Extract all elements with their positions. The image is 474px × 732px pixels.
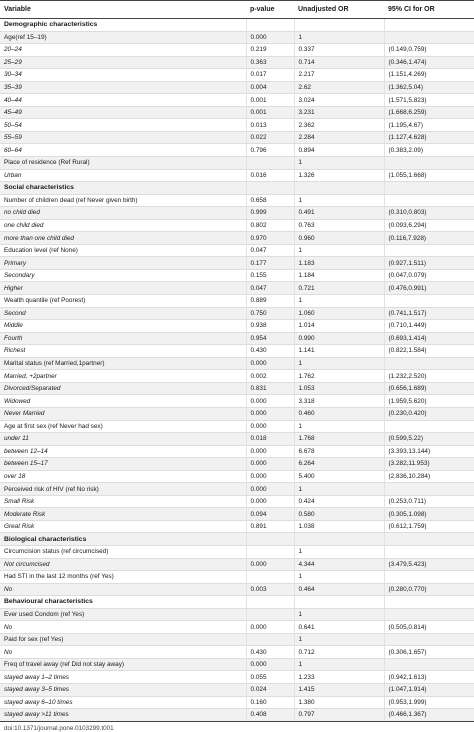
cell-p-value: 0.000	[246, 31, 294, 44]
cell-ci: (0.656,1.689)	[384, 382, 474, 395]
cell-unadjusted-or: 1	[294, 658, 384, 671]
cell-unadjusted-or: 2.362	[294, 119, 384, 132]
cell-unadjusted-or: 3.318	[294, 395, 384, 408]
cell-p-value: 0.000	[246, 407, 294, 420]
table-row	[0, 433, 474, 446]
cell-p-value	[246, 633, 294, 646]
cell-p-value: 0.000	[246, 420, 294, 433]
cell-ci: (3.393,13.144)	[384, 445, 474, 458]
cell-ci	[384, 182, 474, 195]
cell-ci	[384, 571, 474, 584]
cell-variable: 55–59	[0, 131, 246, 144]
cell-variable: one child died	[0, 219, 246, 232]
cell-ci: (0.093,6.294)	[384, 219, 474, 232]
cell-p-value: 0.047	[246, 244, 294, 257]
cell-p-value: 0.155	[246, 269, 294, 282]
cell-variable: under 11	[0, 433, 246, 446]
cell-variable: 20–24	[0, 44, 246, 57]
cell-unadjusted-or: 4.344	[294, 558, 384, 571]
cell-variable: no child died	[0, 207, 246, 220]
cell-ci	[384, 533, 474, 546]
cell-p-value: 0.408	[246, 709, 294, 722]
cell-ci: (0.741,1.517)	[384, 307, 474, 320]
table-row	[0, 583, 474, 596]
table-row	[0, 395, 474, 408]
cell-ci: (0.710,1.449)	[384, 320, 474, 333]
cell-p-value: 0.938	[246, 320, 294, 333]
cell-p-value: 0.004	[246, 81, 294, 94]
section-row	[0, 533, 474, 546]
cell-ci: (1.571,5.823)	[384, 94, 474, 107]
cell-ci: (0.383,2.09)	[384, 144, 474, 157]
cell-variable: Behavioural characteristics	[0, 596, 246, 609]
cell-p-value: 0.954	[246, 332, 294, 345]
cell-variable: between 15–17	[0, 458, 246, 471]
table-row	[0, 683, 474, 696]
cell-ci: (0.149,0.759)	[384, 44, 474, 57]
table-row	[0, 169, 474, 182]
cell-unadjusted-or: 1.415	[294, 683, 384, 696]
table-row	[0, 420, 474, 433]
cell-ci: (0.306,1.657)	[384, 646, 474, 659]
cell-ci: (0.346,1.474)	[384, 56, 474, 69]
cell-ci: (0.466,1.367)	[384, 709, 474, 722]
table-row	[0, 69, 474, 82]
cell-unadjusted-or: 1	[294, 545, 384, 558]
cell-unadjusted-or	[294, 19, 384, 32]
table-row	[0, 357, 474, 370]
cell-ci: (1.959,5.620)	[384, 395, 474, 408]
cell-unadjusted-or: 1	[294, 357, 384, 370]
cell-unadjusted-or: 1.233	[294, 671, 384, 684]
table-row	[0, 571, 474, 584]
cell-variable: Second	[0, 307, 246, 320]
table-row	[0, 458, 474, 471]
table-row	[0, 295, 474, 308]
cell-unadjusted-or: 0.424	[294, 495, 384, 508]
cell-ci: (0.505,0.814)	[384, 621, 474, 634]
header-row	[0, 1, 474, 19]
cell-ci: (2.836,10.284)	[384, 470, 474, 483]
cell-p-value: 0.802	[246, 219, 294, 232]
cell-ci	[384, 633, 474, 646]
cell-unadjusted-or: 1	[294, 571, 384, 584]
table-row	[0, 282, 474, 295]
table-row	[0, 157, 474, 170]
cell-p-value	[246, 571, 294, 584]
cell-ci: (0.927,1.511)	[384, 257, 474, 270]
cell-variable: more than one child died	[0, 232, 246, 245]
cell-variable: Place of residence (Ref Rural)	[0, 157, 246, 170]
table-row	[0, 696, 474, 709]
cell-p-value: 0.999	[246, 207, 294, 220]
cell-p-value: 0.001	[246, 106, 294, 119]
cell-ci: (1.055,1.668)	[384, 169, 474, 182]
cell-variable: 35–39	[0, 81, 246, 94]
section-row	[0, 596, 474, 609]
cell-p-value: 0.000	[246, 357, 294, 370]
cell-p-value: 0.363	[246, 56, 294, 69]
cell-unadjusted-or: 0.491	[294, 207, 384, 220]
cell-ci: (1.195,4.67)	[384, 119, 474, 132]
table-row	[0, 345, 474, 358]
cell-ci	[384, 244, 474, 257]
cell-variable: Moderate Risk	[0, 508, 246, 521]
cell-unadjusted-or: 0.712	[294, 646, 384, 659]
cell-p-value: 0.094	[246, 508, 294, 521]
cell-variable: Richest	[0, 345, 246, 358]
cell-p-value: 0.831	[246, 382, 294, 395]
cell-ci: (3.282,11.953)	[384, 458, 474, 471]
cell-unadjusted-or: 1	[294, 244, 384, 257]
cell-p-value: 0.018	[246, 433, 294, 446]
doi-caption: doi:10.1371/journal.pone.0103299.t001	[4, 724, 114, 732]
cell-variable: Age at first sex (ref Never had sex)	[0, 420, 246, 433]
cell-unadjusted-or: 6.264	[294, 458, 384, 471]
table-row	[0, 545, 474, 558]
cell-p-value	[246, 182, 294, 195]
cell-unadjusted-or	[294, 533, 384, 546]
cell-p-value: 0.000	[246, 470, 294, 483]
table-row	[0, 219, 474, 232]
cell-p-value: 0.001	[246, 94, 294, 107]
cell-variable: Paid for sex (ref Yes)	[0, 633, 246, 646]
cell-ci	[384, 157, 474, 170]
table-row	[0, 558, 474, 571]
table-row	[0, 495, 474, 508]
table-row	[0, 445, 474, 458]
cell-unadjusted-or: 1.184	[294, 269, 384, 282]
cell-variable: 40–44	[0, 94, 246, 107]
cell-unadjusted-or: 1	[294, 31, 384, 44]
cell-p-value: 0.219	[246, 44, 294, 57]
cell-ci: (0.822,1.584)	[384, 345, 474, 358]
cell-variable: No	[0, 646, 246, 659]
cell-variable: over 18	[0, 470, 246, 483]
cell-unadjusted-or: 1	[294, 483, 384, 496]
cell-variable: Freq of travel away (ref Did not stay away)	[0, 658, 246, 671]
cell-unadjusted-or: 0.714	[294, 56, 384, 69]
cell-ci: (1.127,4.628)	[384, 131, 474, 144]
table-row	[0, 232, 474, 245]
cell-p-value: 0.796	[246, 144, 294, 157]
cell-p-value: 0.000	[246, 495, 294, 508]
cell-ci: (0.280,0.770)	[384, 583, 474, 596]
cell-p-value: 0.003	[246, 583, 294, 596]
cell-ci: (0.953,1.999)	[384, 696, 474, 709]
cell-variable: Widowed	[0, 395, 246, 408]
table-row	[0, 608, 474, 621]
table-row	[0, 131, 474, 144]
cell-variable: 30–34	[0, 69, 246, 82]
cell-variable: Number of children dead (ref Never given birth)	[0, 194, 246, 207]
cell-unadjusted-or: 1	[294, 295, 384, 308]
cell-p-value: 0.000	[246, 445, 294, 458]
cell-ci: (1.362,5.04)	[384, 81, 474, 94]
cell-unadjusted-or: 0.797	[294, 709, 384, 722]
cell-p-value: 0.889	[246, 295, 294, 308]
cell-variable: Middle	[0, 320, 246, 333]
cell-p-value: 0.430	[246, 345, 294, 358]
cell-p-value: 0.430	[246, 646, 294, 659]
cell-unadjusted-or: 1.762	[294, 370, 384, 383]
cell-variable: Demographic characteristics	[0, 19, 246, 32]
cell-variable: Had STI in the last 12 months (ref Yes)	[0, 571, 246, 584]
cell-unadjusted-or: 1	[294, 608, 384, 621]
cell-variable: Ever used Condom (ref Yes)	[0, 608, 246, 621]
cell-p-value	[246, 545, 294, 558]
cell-unadjusted-or	[294, 182, 384, 195]
cell-variable: Divorced/Separated	[0, 382, 246, 395]
table-row	[0, 483, 474, 496]
header-ci: 95% CI for OR	[384, 1, 474, 19]
cell-unadjusted-or: 1	[294, 420, 384, 433]
cell-ci	[384, 596, 474, 609]
table-row	[0, 307, 474, 320]
table-row	[0, 244, 474, 257]
cell-unadjusted-or: 0.763	[294, 219, 384, 232]
table-row	[0, 257, 474, 270]
cell-unadjusted-or: 1	[294, 157, 384, 170]
cell-unadjusted-or: 1.038	[294, 520, 384, 533]
cell-variable: Married, +2partner	[0, 370, 246, 383]
cell-variable: 60–64	[0, 144, 246, 157]
cell-p-value: 0.013	[246, 119, 294, 132]
cell-p-value	[246, 596, 294, 609]
table-row	[0, 671, 474, 684]
table-row	[0, 320, 474, 333]
cell-variable: between 12–14	[0, 445, 246, 458]
cell-p-value: 0.891	[246, 520, 294, 533]
cell-p-value: 0.024	[246, 683, 294, 696]
table-row	[0, 508, 474, 521]
cell-variable: No	[0, 583, 246, 596]
cell-variable: Fourth	[0, 332, 246, 345]
cell-variable: Primary	[0, 257, 246, 270]
cell-unadjusted-or: 1.183	[294, 257, 384, 270]
cell-unadjusted-or	[294, 596, 384, 609]
cell-p-value	[246, 608, 294, 621]
cell-ci	[384, 194, 474, 207]
cell-p-value: 0.000	[246, 658, 294, 671]
cell-unadjusted-or: 1.014	[294, 320, 384, 333]
table-row	[0, 332, 474, 345]
cell-ci: (0.116,7.928)	[384, 232, 474, 245]
cell-ci	[384, 357, 474, 370]
cell-variable: stayed away 3–5 times	[0, 683, 246, 696]
table-row	[0, 44, 474, 57]
cell-variable: 25–29	[0, 56, 246, 69]
cell-ci: (1.047,1.914)	[384, 683, 474, 696]
cell-unadjusted-or: 0.460	[294, 407, 384, 420]
cell-variable: 50–54	[0, 119, 246, 132]
section-row	[0, 19, 474, 32]
cell-ci: (0.612,1.759)	[384, 520, 474, 533]
cell-p-value: 0.016	[246, 169, 294, 182]
cell-unadjusted-or: 3.231	[294, 106, 384, 119]
cell-variable: Secondary	[0, 269, 246, 282]
cell-ci	[384, 483, 474, 496]
cell-unadjusted-or: 0.337	[294, 44, 384, 57]
cell-unadjusted-or: 1.326	[294, 169, 384, 182]
cell-ci: (3.479,5.423)	[384, 558, 474, 571]
cell-ci: (0.310,0.803)	[384, 207, 474, 220]
cell-variable: Education level (ref None)	[0, 244, 246, 257]
cell-variable: Perceived risk of HIV (ref No risk)	[0, 483, 246, 496]
cell-variable: Marital status (ref Married,1partner)	[0, 357, 246, 370]
cell-unadjusted-or: 0.960	[294, 232, 384, 245]
cell-p-value	[246, 19, 294, 32]
cell-p-value: 0.002	[246, 370, 294, 383]
table-row	[0, 207, 474, 220]
cell-p-value: 0.000	[246, 558, 294, 571]
cell-ci	[384, 295, 474, 308]
cell-unadjusted-or: 1	[294, 194, 384, 207]
cell-variable: Social characteristics	[0, 182, 246, 195]
cell-ci: (1.668,6.259)	[384, 106, 474, 119]
cell-ci: (1.232,2.520)	[384, 370, 474, 383]
cell-unadjusted-or: 1.141	[294, 345, 384, 358]
cell-p-value: 0.000	[246, 621, 294, 634]
cell-variable: Higher	[0, 282, 246, 295]
cell-variable: Biological characteristics	[0, 533, 246, 546]
table-row	[0, 407, 474, 420]
cell-unadjusted-or: 1.768	[294, 433, 384, 446]
cell-unadjusted-or: 0.990	[294, 332, 384, 345]
cell-unadjusted-or: 0.721	[294, 282, 384, 295]
cell-ci: (0.693,1.414)	[384, 332, 474, 345]
cell-p-value: 0.750	[246, 307, 294, 320]
cell-p-value: 0.658	[246, 194, 294, 207]
table-row	[0, 709, 474, 722]
cell-variable: Not circumcised	[0, 558, 246, 571]
cell-unadjusted-or: 1.380	[294, 696, 384, 709]
cell-p-value	[246, 157, 294, 170]
table-body	[0, 19, 474, 722]
cell-variable: stayed away >11 times	[0, 709, 246, 722]
table-row	[0, 94, 474, 107]
cell-variable: Wealth quantile (ref Poorest)	[0, 295, 246, 308]
cell-variable: Never Married	[0, 407, 246, 420]
cell-unadjusted-or: 2.284	[294, 131, 384, 144]
table-row	[0, 520, 474, 533]
cell-unadjusted-or: 1	[294, 633, 384, 646]
cell-p-value	[246, 533, 294, 546]
cell-p-value: 0.022	[246, 131, 294, 144]
cell-ci: (0.476,0.991)	[384, 282, 474, 295]
header-p-value: p-value	[246, 1, 294, 19]
table-row	[0, 370, 474, 383]
cell-ci: (0.305,1.098)	[384, 508, 474, 521]
cell-ci	[384, 658, 474, 671]
cell-p-value: 0.047	[246, 282, 294, 295]
header-unadjusted-or: Unadjusted OR	[294, 1, 384, 19]
table-header	[0, 1, 474, 19]
header-variable: Variable	[0, 1, 246, 19]
cell-variable: 45–49	[0, 106, 246, 119]
table-row	[0, 382, 474, 395]
cell-variable: No	[0, 621, 246, 634]
table-row	[0, 119, 474, 132]
table-row	[0, 269, 474, 282]
section-row	[0, 182, 474, 195]
cell-ci: (0.599,5.22)	[384, 433, 474, 446]
cell-ci: (1.151,4.269)	[384, 69, 474, 82]
cell-unadjusted-or: 0.580	[294, 508, 384, 521]
cell-variable: stayed away 6–10 times	[0, 696, 246, 709]
cell-p-value: 0.177	[246, 257, 294, 270]
cell-ci	[384, 608, 474, 621]
table-row	[0, 621, 474, 634]
table-row	[0, 194, 474, 207]
cell-unadjusted-or: 3.024	[294, 94, 384, 107]
cell-ci: (0.942,1.613)	[384, 671, 474, 684]
cell-ci	[384, 545, 474, 558]
cell-variable: Circumcision status (ref circumcised)	[0, 545, 246, 558]
cell-ci	[384, 19, 474, 32]
cell-p-value: 0.000	[246, 458, 294, 471]
cell-ci	[384, 420, 474, 433]
cell-p-value: 0.970	[246, 232, 294, 245]
cell-p-value: 0.055	[246, 671, 294, 684]
cell-unadjusted-or: 6.678	[294, 445, 384, 458]
table-row	[0, 633, 474, 646]
cell-p-value: 0.000	[246, 395, 294, 408]
table-row	[0, 144, 474, 157]
cell-unadjusted-or: 1.053	[294, 382, 384, 395]
cell-unadjusted-or: 0.641	[294, 621, 384, 634]
cell-variable: stayed away 1–2 times	[0, 671, 246, 684]
cell-ci: (0.253,0.711)	[384, 495, 474, 508]
cell-p-value: 0.017	[246, 69, 294, 82]
table-row	[0, 81, 474, 94]
table-row	[0, 56, 474, 69]
cell-unadjusted-or: 2.217	[294, 69, 384, 82]
cell-unadjusted-or: 0.464	[294, 583, 384, 596]
cell-unadjusted-or: 5.400	[294, 470, 384, 483]
cell-ci: (0.230,0.420)	[384, 407, 474, 420]
table-row	[0, 106, 474, 119]
cell-variable: Age(ref 15–19)	[0, 31, 246, 44]
table-row	[0, 658, 474, 671]
cell-unadjusted-or: 0.894	[294, 144, 384, 157]
cell-unadjusted-or: 1.060	[294, 307, 384, 320]
table-row	[0, 646, 474, 659]
cell-variable: Small Risk	[0, 495, 246, 508]
table-row	[0, 470, 474, 483]
cell-variable: Great Risk	[0, 520, 246, 533]
cell-ci	[384, 31, 474, 44]
cell-variable: Urban	[0, 169, 246, 182]
cell-ci: (0.047,0.079)	[384, 269, 474, 282]
cell-p-value: 0.000	[246, 483, 294, 496]
cell-p-value: 0.160	[246, 696, 294, 709]
table-row	[0, 31, 474, 44]
cell-unadjusted-or: 2.62	[294, 81, 384, 94]
